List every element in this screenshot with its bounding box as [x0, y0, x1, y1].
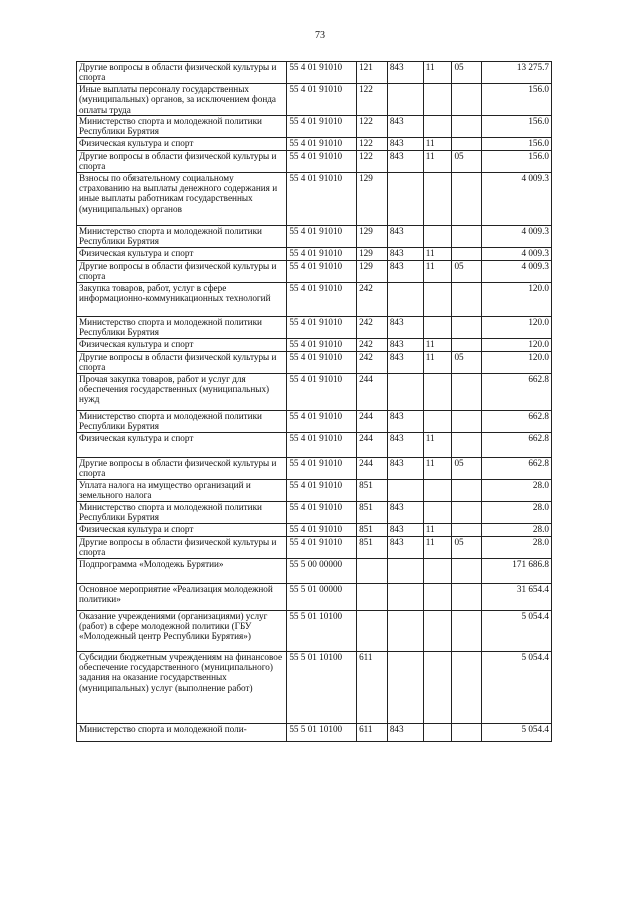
- row-expense-type: 242: [357, 351, 388, 373]
- row-department: 843: [387, 501, 423, 523]
- row-expense-type: [357, 558, 388, 583]
- row-code: 55 4 01 91010: [287, 479, 357, 501]
- row-name: Другие вопросы в области физической культуры и спорта: [77, 536, 287, 558]
- budget-table: [76, 61, 552, 742]
- row-amount: 120.0: [482, 338, 552, 351]
- row-name: Министерство спорта и молодежной политики Республики Бурятия: [77, 115, 287, 137]
- row-amount: 662.8: [482, 432, 552, 457]
- table-row: [77, 723, 552, 741]
- table-row: [77, 583, 552, 610]
- row-amount: 120.0: [482, 316, 552, 338]
- row-section: 11: [423, 260, 452, 282]
- row-section: [423, 172, 452, 225]
- row-subsection: 05: [452, 351, 482, 373]
- row-name: Министерство спорта и молодежной политики Республики Бурятия: [77, 501, 287, 523]
- row-code: 55 4 01 91010: [287, 536, 357, 558]
- table-row: [77, 84, 552, 116]
- row-amount: 5 054.4: [482, 610, 552, 651]
- row-section: 11: [423, 523, 452, 536]
- row-name: Взносы по обязательному социальному страхованию на выплаты денежного содержания и иные выплаты работникам государственных (муниципальных) органов: [77, 172, 287, 225]
- table-row: [77, 479, 552, 501]
- row-subsection: 05: [452, 260, 482, 282]
- row-subsection: [452, 610, 482, 651]
- row-department: 843: [387, 338, 423, 351]
- row-amount: 662.8: [482, 373, 552, 410]
- page-number: 73: [315, 30, 325, 41]
- row-department: [387, 651, 423, 723]
- row-section: 11: [423, 247, 452, 260]
- row-expense-type: 851: [357, 523, 388, 536]
- row-name: Физическая культура и спорт: [77, 137, 287, 150]
- row-amount: 120.0: [482, 351, 552, 373]
- row-subsection: [452, 137, 482, 150]
- row-amount: 4 009.3: [482, 225, 552, 247]
- table-row: [77, 610, 552, 651]
- row-subsection: [452, 651, 482, 723]
- row-code: 55 4 01 91010: [287, 338, 357, 351]
- row-section: [423, 225, 452, 247]
- row-section: 11: [423, 62, 452, 84]
- row-name: Другие вопросы в области физической культуры и спорта: [77, 62, 287, 84]
- row-expense-type: 244: [357, 410, 388, 432]
- row-department: [387, 172, 423, 225]
- row-subsection: [452, 373, 482, 410]
- row-subsection: 05: [452, 536, 482, 558]
- row-expense-type: 129: [357, 260, 388, 282]
- row-name: Подпрограмма «Молодежь Бурятии»: [77, 558, 287, 583]
- row-name: Физическая культура и спорт: [77, 338, 287, 351]
- row-section: 11: [423, 137, 452, 150]
- table-row: [77, 410, 552, 432]
- row-subsection: [452, 479, 482, 501]
- row-department: [387, 84, 423, 116]
- table-row: [77, 137, 552, 150]
- row-expense-type: 851: [357, 536, 388, 558]
- row-code: 55 4 01 91010: [287, 410, 357, 432]
- row-code: 55 5 01 10100: [287, 723, 357, 741]
- row-code: 55 4 01 91010: [287, 172, 357, 225]
- row-subsection: [452, 316, 482, 338]
- row-section: 11: [423, 150, 452, 172]
- row-amount: 4 009.3: [482, 260, 552, 282]
- table-row: [77, 651, 552, 723]
- row-department: 843: [387, 115, 423, 137]
- row-department: 843: [387, 137, 423, 150]
- row-subsection: [452, 410, 482, 432]
- row-subsection: 05: [452, 457, 482, 479]
- row-name: Прочая закупка товаров, работ и услуг для обеспечения государственных (муниципальных) нужд: [77, 373, 287, 410]
- row-code: 55 4 01 91010: [287, 115, 357, 137]
- row-amount: 5 054.4: [482, 723, 552, 741]
- row-expense-type: 244: [357, 432, 388, 457]
- row-department: [387, 282, 423, 316]
- row-amount: 120.0: [482, 282, 552, 316]
- row-amount: 28.0: [482, 501, 552, 523]
- row-department: 843: [387, 457, 423, 479]
- row-subsection: 05: [452, 150, 482, 172]
- row-expense-type: 851: [357, 479, 388, 501]
- table-row: [77, 316, 552, 338]
- row-name: Министерство спорта и молодежной политики Республики Бурятия: [77, 225, 287, 247]
- table-row: [77, 282, 552, 316]
- row-department: 843: [387, 62, 423, 84]
- row-section: [423, 501, 452, 523]
- row-department: 843: [387, 523, 423, 536]
- row-section: 11: [423, 338, 452, 351]
- row-amount: 4 009.3: [482, 172, 552, 225]
- row-amount: 28.0: [482, 536, 552, 558]
- row-expense-type: 129: [357, 172, 388, 225]
- row-amount: 662.8: [482, 410, 552, 432]
- row-code: 55 5 01 00000: [287, 583, 357, 610]
- row-expense-type: 122: [357, 84, 388, 116]
- row-subsection: [452, 501, 482, 523]
- row-section: [423, 610, 452, 651]
- row-amount: 31 654.4: [482, 583, 552, 610]
- row-subsection: [452, 523, 482, 536]
- row-code: 55 4 01 91010: [287, 351, 357, 373]
- row-subsection: [452, 282, 482, 316]
- row-code: 55 5 01 10100: [287, 610, 357, 651]
- row-amount: 662.8: [482, 457, 552, 479]
- row-department: [387, 558, 423, 583]
- row-department: 843: [387, 225, 423, 247]
- table-row: [77, 536, 552, 558]
- row-subsection: [452, 338, 482, 351]
- row-section: [423, 282, 452, 316]
- row-name: Министерство спорта и молодежной политики Республики Бурятия: [77, 410, 287, 432]
- row-department: 843: [387, 316, 423, 338]
- row-code: 55 4 01 91010: [287, 62, 357, 84]
- row-code: 55 4 01 91010: [287, 84, 357, 116]
- row-department: 843: [387, 432, 423, 457]
- row-expense-type: [357, 610, 388, 651]
- row-subsection: [452, 225, 482, 247]
- row-section: [423, 479, 452, 501]
- row-expense-type: 121: [357, 62, 388, 84]
- row-expense-type: 244: [357, 373, 388, 410]
- row-expense-type: 611: [357, 651, 388, 723]
- row-section: 11: [423, 351, 452, 373]
- row-department: 843: [387, 150, 423, 172]
- row-subsection: [452, 432, 482, 457]
- table-row: [77, 247, 552, 260]
- row-amount: 28.0: [482, 523, 552, 536]
- row-name: Физическая культура и спорт: [77, 523, 287, 536]
- row-code: 55 4 01 91010: [287, 260, 357, 282]
- row-expense-type: 242: [357, 316, 388, 338]
- row-expense-type: 242: [357, 282, 388, 316]
- table-row: [77, 523, 552, 536]
- row-department: 843: [387, 247, 423, 260]
- row-name: Физическая культура и спорт: [77, 432, 287, 457]
- table-row: [77, 260, 552, 282]
- row-code: 55 4 01 91010: [287, 373, 357, 410]
- row-department: 843: [387, 260, 423, 282]
- row-department: [387, 583, 423, 610]
- row-code: 55 4 01 91010: [287, 137, 357, 150]
- row-name: Министерство спорта и молодежной политики Республики Бурятия: [77, 316, 287, 338]
- table-row: [77, 457, 552, 479]
- row-amount: 4 009.3: [482, 247, 552, 260]
- row-name: Основное мероприятие «Реализация молодежной политики»: [77, 583, 287, 610]
- row-amount: 156.0: [482, 84, 552, 116]
- table-row: [77, 432, 552, 457]
- table-row: [77, 150, 552, 172]
- row-code: 55 5 01 10100: [287, 651, 357, 723]
- row-code: 55 4 01 91010: [287, 247, 357, 260]
- row-section: [423, 583, 452, 610]
- row-amount: 156.0: [482, 137, 552, 150]
- row-expense-type: 244: [357, 457, 388, 479]
- row-section: [423, 373, 452, 410]
- row-section: 11: [423, 457, 452, 479]
- row-expense-type: 129: [357, 225, 388, 247]
- row-amount: 156.0: [482, 115, 552, 137]
- table-row: [77, 115, 552, 137]
- row-department: [387, 373, 423, 410]
- row-section: [423, 723, 452, 741]
- table-row: [77, 501, 552, 523]
- row-name: Иные выплаты персоналу государственных (муниципальных) органов, за исключением фонда оплаты труда: [77, 84, 287, 116]
- table-row: [77, 338, 552, 351]
- row-code: 55 4 01 91010: [287, 457, 357, 479]
- row-section: [423, 115, 452, 137]
- row-amount: 156.0: [482, 150, 552, 172]
- row-subsection: [452, 723, 482, 741]
- row-section: [423, 410, 452, 432]
- row-expense-type: 611: [357, 723, 388, 741]
- row-expense-type: 122: [357, 137, 388, 150]
- table-row: [77, 373, 552, 410]
- row-expense-type: 129: [357, 247, 388, 260]
- row-subsection: 05: [452, 62, 482, 84]
- row-subsection: [452, 84, 482, 116]
- row-subsection: [452, 247, 482, 260]
- row-name: Уплата налога на имущество организаций и земельного налога: [77, 479, 287, 501]
- table-row: [77, 558, 552, 583]
- row-amount: 28.0: [482, 479, 552, 501]
- row-expense-type: [357, 583, 388, 610]
- row-code: 55 4 01 91010: [287, 501, 357, 523]
- row-department: 843: [387, 351, 423, 373]
- row-section: [423, 316, 452, 338]
- row-name: Другие вопросы в области физической культуры и спорта: [77, 351, 287, 373]
- row-code: 55 4 01 91010: [287, 316, 357, 338]
- row-section: [423, 651, 452, 723]
- row-name: Субсидии бюджетным учреждениям на финансовое обеспечение государственного (муниципального) задания на оказание государственных (муниципальных) услуг (выполнение работ): [77, 651, 287, 723]
- row-code: 55 4 01 91010: [287, 432, 357, 457]
- row-expense-type: 122: [357, 150, 388, 172]
- row-subsection: [452, 558, 482, 583]
- row-section: 11: [423, 432, 452, 457]
- row-department: 843: [387, 410, 423, 432]
- row-name: Другие вопросы в области физической культуры и спорта: [77, 260, 287, 282]
- row-section: [423, 558, 452, 583]
- table-row: [77, 225, 552, 247]
- row-section: [423, 84, 452, 116]
- row-name: Оказание учреждениями (организациями) услуг (работ) в сфере молодежной политики (ГБУ «Молодежный центр Республики Бурятия»): [77, 610, 287, 651]
- table-row: [77, 62, 552, 84]
- row-name: Закупка товаров, работ, услуг в сфере информационно-коммуникационных технологий: [77, 282, 287, 316]
- row-code: 55 4 01 91010: [287, 523, 357, 536]
- row-expense-type: 851: [357, 501, 388, 523]
- row-subsection: [452, 172, 482, 225]
- row-code: 55 4 01 91010: [287, 225, 357, 247]
- row-code: 55 4 01 91010: [287, 150, 357, 172]
- row-name: Министерство спорта и молодежной поли-: [77, 723, 287, 741]
- row-code: 55 4 01 91010: [287, 282, 357, 316]
- row-department: [387, 610, 423, 651]
- row-name: Другие вопросы в области физической культуры и спорта: [77, 457, 287, 479]
- row-department: [387, 479, 423, 501]
- table-row: [77, 351, 552, 373]
- row-department: 843: [387, 536, 423, 558]
- row-expense-type: 122: [357, 115, 388, 137]
- row-name: Другие вопросы в области физической культуры и спорта: [77, 150, 287, 172]
- row-amount: 5 054.4: [482, 651, 552, 723]
- table-row: [77, 172, 552, 225]
- row-amount: 171 686.8: [482, 558, 552, 583]
- row-expense-type: 242: [357, 338, 388, 351]
- row-subsection: [452, 583, 482, 610]
- row-department: 843: [387, 723, 423, 741]
- row-code: 55 5 00 00000: [287, 558, 357, 583]
- row-section: 11: [423, 536, 452, 558]
- row-amount: 13 275.7: [482, 62, 552, 84]
- row-subsection: [452, 115, 482, 137]
- row-name: Физическая культура и спорт: [77, 247, 287, 260]
